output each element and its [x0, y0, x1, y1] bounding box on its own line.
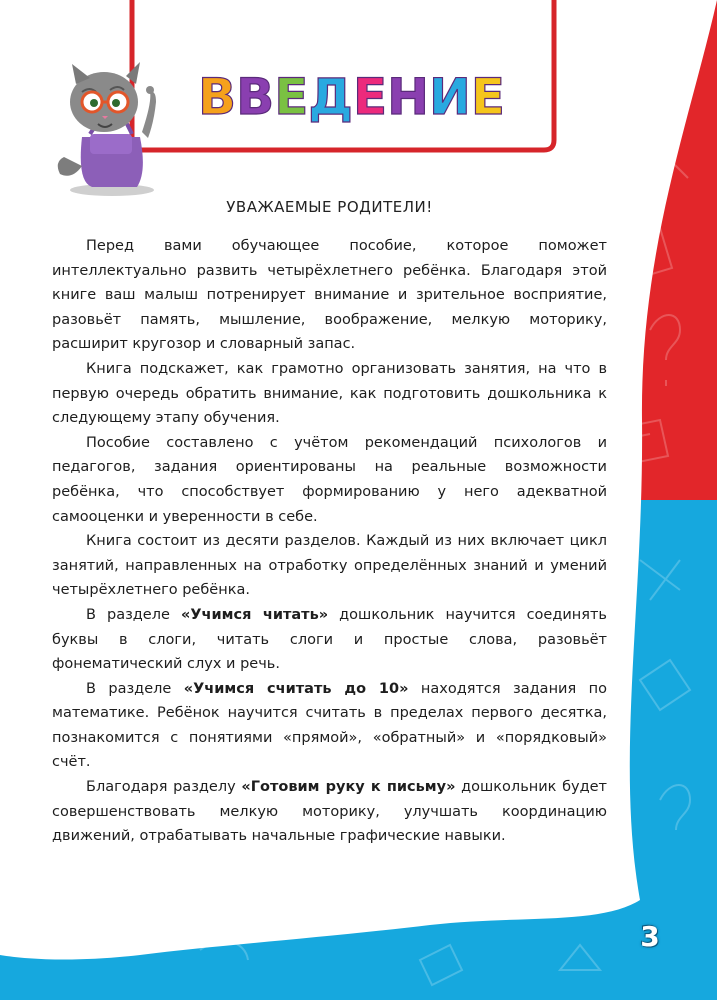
title-letter: В: [198, 68, 237, 126]
paragraph: [52, 775, 607, 849]
paragraph-text: В разделе: [86, 680, 184, 697]
paragraph: [52, 357, 607, 431]
title-letter: Д: [308, 68, 353, 126]
paragraph-text: Книга подскажет, как грамотно организовать занятия, на что в первую очередь обратить внимание, как подготовить дошкольника к следующему этапу обучения.: [52, 360, 607, 427]
header: [128, 0, 558, 150]
paragraph-text: Перед вами обучающее пособие, которое поможет интеллектуально развить четырёхлетнего ребёнка. Благодаря этой книге ваш малыш потренирует внимание и зрительное восприятие, разовьёт память, мышление, воображение, мелкую моторику, расширит кругозор и словарный запас.: [52, 238, 607, 353]
page-number: 3: [640, 920, 660, 953]
cat-with-glasses-icon: [52, 62, 172, 197]
paragraph-text: дошкольник научится соединять буквы в слоги, читать слоги и простые слова, разовьёт фонематический слух и речь.: [52, 606, 607, 673]
page-title: [198, 68, 505, 126]
paragraph-text: В разделе: [86, 606, 181, 623]
salutation: УВАЖАЕМЫЕ РОДИТЕЛИ!: [226, 198, 433, 216]
title-letter: Н: [387, 68, 429, 126]
paragraph-text: Книга состоит из десяти разделов. Каждый из них включает цикл занятий, направленных на отработку определённых знаний и умений четырёхлетнего ребёнка.: [52, 533, 607, 599]
paragraph: [52, 603, 607, 677]
paragraph-text: находятся задания по математике. Ребёнок научится считать в пределах первого десятка, познакомится с понятиями «прямой», «обратный» и «порядковый» счёт.: [52, 680, 607, 771]
section-name: «Учимся считать до 10»: [183, 680, 409, 697]
paragraph: [52, 431, 607, 529]
title-letter: Е: [274, 68, 309, 126]
paragraph: [52, 677, 607, 775]
paragraph-text: Благодаря разделу: [86, 779, 242, 796]
section-name: «Готовим руку к письму»: [241, 779, 456, 796]
paragraph: [52, 529, 607, 603]
title-letter: Е: [352, 68, 388, 126]
paragraph: [52, 234, 607, 357]
title-letter: И: [428, 68, 471, 126]
title-letter: Е: [470, 68, 505, 126]
paragraphs: [52, 234, 607, 849]
main-text: [52, 198, 607, 849]
svg-text:ВВЕДЕНИЕ: [198, 68, 505, 126]
title-letter: В: [236, 68, 275, 126]
paragraph-text: Пособие составлено с учётом рекомендаций психологов и педагогов, задания ориентированы на реальные возможности ребёнка, что способствует формированию у него адекватной самооценки и уверенности в себе.: [52, 434, 607, 525]
paragraph-text: дошкольник будет совершенствовать мелкую моторику, улучшать координацию движений, отрабатывать начальные графические навыки.: [52, 779, 607, 845]
section-name: «Учимся читать»: [180, 606, 329, 623]
